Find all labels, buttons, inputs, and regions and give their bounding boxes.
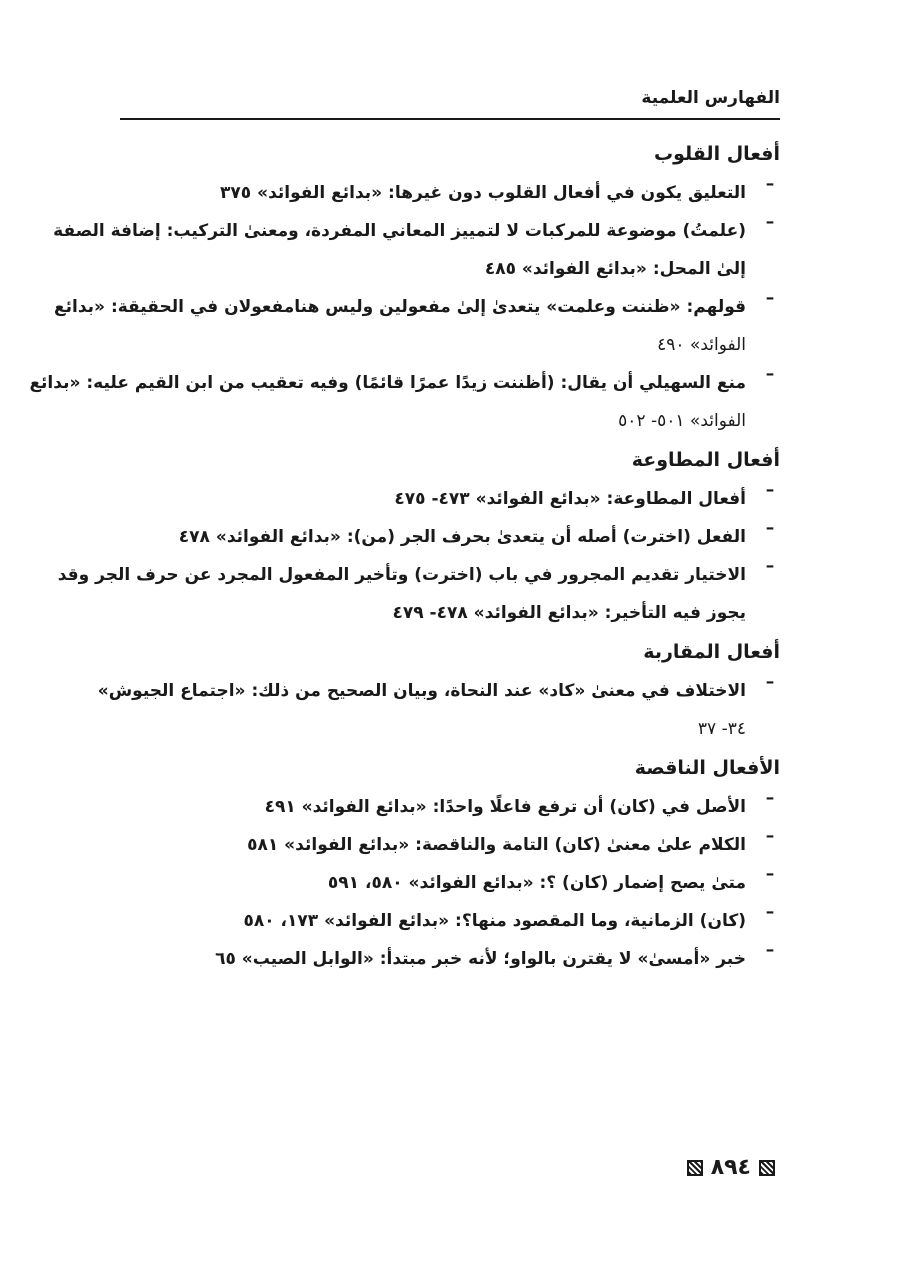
entry-line: قولهم: «ظننت وعلمت» يتعدىٰ إلىٰ مفعولين وليس هنامفعولان في الحقيقة: «بدائع: [54, 297, 746, 317]
entry-line: الكلام علىٰ معنىٰ (كان) التامة والناقصة: «بدائع الفوائد» ٥٨١: [247, 835, 746, 855]
entry-line: خبر «أمسىٰ» لا يقترن بالواو؛ لأنه خبر مبتدأ: «الوابل الصيب» ٦٥: [215, 949, 746, 969]
dash-icon: –: [765, 826, 775, 846]
section-title: أفعال القلوب: [654, 143, 780, 165]
dash-icon: –: [765, 788, 775, 808]
index-entry: [112, 940, 780, 978]
index-entry: [112, 174, 780, 212]
index-entry: [112, 788, 780, 826]
dash-icon: –: [765, 288, 775, 308]
section-title: الأفعال الناقصة: [634, 757, 780, 779]
dash-icon: –: [765, 556, 775, 576]
dash-icon: –: [765, 480, 775, 500]
index-entry: [112, 826, 780, 864]
index-entry: [54, 288, 780, 364]
index-entry: [112, 902, 780, 940]
entry-line: الفوائد» ٤٩٠: [657, 335, 746, 355]
index-entry: [112, 480, 780, 518]
entry-line: التعليق يكون في أفعال القلوب دون غيرها: «بدائع الفوائد» ٣٧٥: [220, 183, 746, 203]
index-entry: [112, 518, 780, 556]
dash-icon: –: [765, 364, 775, 384]
index-entry: [29, 364, 780, 440]
entry-line: متىٰ يصح إضمار (كان) ؟: «بدائع الفوائد» ٥٨٠، ٥٩١: [327, 873, 746, 893]
index-content: [29, 134, 780, 978]
dash-icon: –: [765, 672, 775, 692]
dash-icon: –: [765, 940, 775, 960]
header-divider: [120, 118, 780, 120]
section-title: أفعال المقاربة: [643, 641, 780, 663]
index-entry: [57, 556, 780, 632]
page-number: ٨٩٤: [710, 1155, 751, 1180]
ornament-icon: [687, 1160, 703, 1176]
entry-line: الاختيار تقديم المجرور في باب (اخترت) وتأخير المفعول المجرد عن حرف الجر وقد: [57, 565, 746, 585]
entry-line: (علمتُ) موضوعة للمركبات لا لتمييز المعاني المفردة، ومعنىٰ التركيب: إضافة الصفة: [53, 221, 746, 241]
entry-line: إلىٰ المحل: «بدائع الفوائد» ٤٨٥: [484, 259, 746, 279]
entry-line: منع السهيلي أن يقال: (أظننت زيدًا عمرًا قائمًا) وفيه تعقيب من ابن القيم عليه: «بدائع: [29, 373, 746, 393]
entry-line: ٣٤- ٣٧: [697, 719, 746, 739]
index-entry: [97, 672, 780, 748]
entry-line: الفعل (اخترت) أصله أن يتعدىٰ بحرف الجر (من): «بدائع الفوائد» ٤٧٨: [178, 527, 746, 547]
entry-line: يجوز فيه التأخير: «بدائع الفوائد» ٤٧٨- ٤٧٩: [392, 603, 746, 623]
entry-line: (كان) الزمانية، وما المقصود منها؟: «بدائع الفوائد» ١٧٣، ٥٨٠: [243, 911, 746, 931]
dash-icon: –: [765, 212, 775, 232]
index-entry: [112, 864, 780, 902]
index-entry: [53, 212, 780, 288]
entry-line: أفعال المطاوعة: «بدائع الفوائد» ٤٧٣- ٤٧٥: [394, 489, 746, 509]
section-title: أفعال المطاوعة: [631, 449, 780, 471]
dash-icon: –: [765, 864, 775, 884]
dash-icon: –: [765, 518, 775, 538]
entry-line: الفوائد» ٥٠١- ٥٠٢: [618, 411, 746, 431]
dash-icon: –: [765, 902, 775, 922]
entry-line: الاختلاف في معنىٰ «كاد» عند النحاة، وبيان الصحيح من ذلك: «اجتماع الجيوش»: [97, 681, 746, 701]
dash-icon: –: [765, 174, 775, 194]
page-footer: [687, 1150, 775, 1186]
running-header: الفهارس العلمية: [641, 88, 780, 108]
entry-line: الأصل في (كان) أن ترفع فاعلًا واحدًا: «بدائع الفوائد» ٤٩١: [264, 797, 746, 817]
ornament-icon: [759, 1160, 775, 1176]
